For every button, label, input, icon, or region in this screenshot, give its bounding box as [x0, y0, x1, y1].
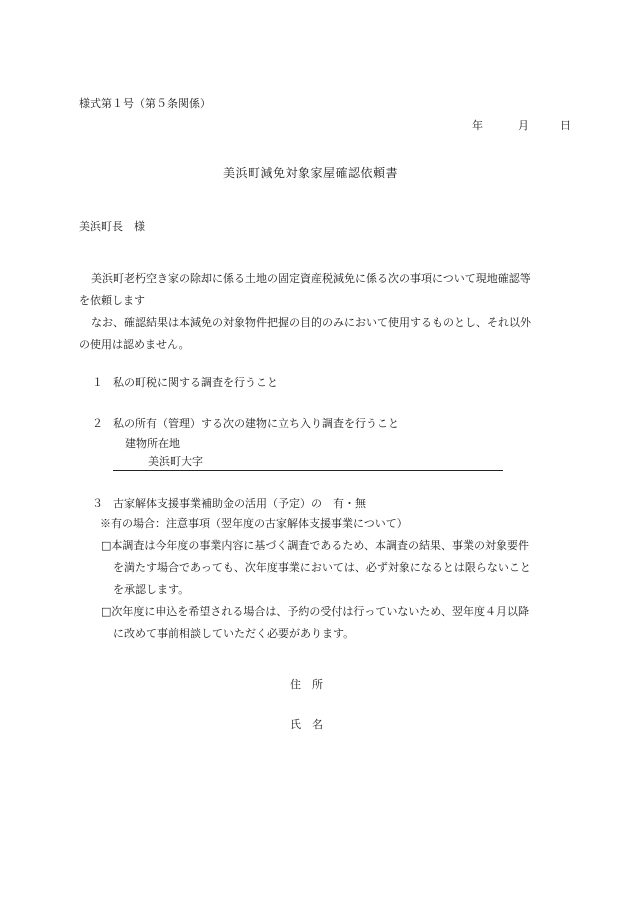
location-value: 美浜町大字 [148, 455, 203, 468]
item-1-number: １ [92, 376, 103, 389]
address-label: 住 所 [290, 678, 323, 691]
intro-line-4: の使用は認めません。 [79, 338, 190, 351]
intro-line-3: なお、確認結果は本減免の対象物件把握の目的のみにおいて使用するものとし、それ以外 [91, 316, 531, 329]
item-1-text: 私の町税に関する調査を行うこと [113, 376, 278, 389]
addressee: 美浜町長 様 [79, 220, 145, 233]
item-3-note-heading: ※有の場合：注意事項（翌年度の古家解体支援事業について） [100, 517, 408, 530]
location-field [113, 453, 503, 471]
checkbox-1-line-2: を満たす場合であっても、次年度事業においては、必ず対象になるとは限らないこと [113, 561, 531, 574]
item-2-text: 私の所有（管理）する次の建物に立ち入り調査を行うこと [113, 417, 399, 430]
checkbox-1-line-1: □本調査は今年度の事業内容に基づく調査であるため、本調査の結果、事業の対象要件 [101, 539, 529, 552]
date-month: 月 [518, 119, 529, 132]
item-2-number: ２ [92, 417, 103, 430]
item-3-number: ３ [92, 497, 103, 510]
item-3-text: 古家解体支援事業補助金の活用（予定）の 有・無 [113, 497, 366, 510]
checkbox-2-line-1: □次年度に申込を希望される場合は、予約の受付は行っていないため、翌年度４月以降 [101, 605, 529, 618]
date-line [472, 120, 571, 131]
intro-line-1: 美浜町老朽空き家の除却に係る土地の固定資産税減免に係る次の事項について現地確認等 [91, 272, 531, 285]
location-label: 建物所在地 [125, 437, 180, 450]
intro-line-2: を依頼します [79, 294, 145, 307]
checkbox-1-line-3: を承認します。 [113, 583, 190, 596]
form-number: 様式第１号（第５条関係） [79, 97, 211, 110]
name-label: 氏 名 [290, 718, 323, 731]
document-title: 美浜町減免対象家屋確認依頼書 [223, 166, 399, 180]
checkbox-2-line-2: に改めて事前相談していただく必要があります。 [113, 627, 355, 640]
date-day: 日 [560, 119, 571, 132]
date-year: 年 [472, 119, 483, 132]
